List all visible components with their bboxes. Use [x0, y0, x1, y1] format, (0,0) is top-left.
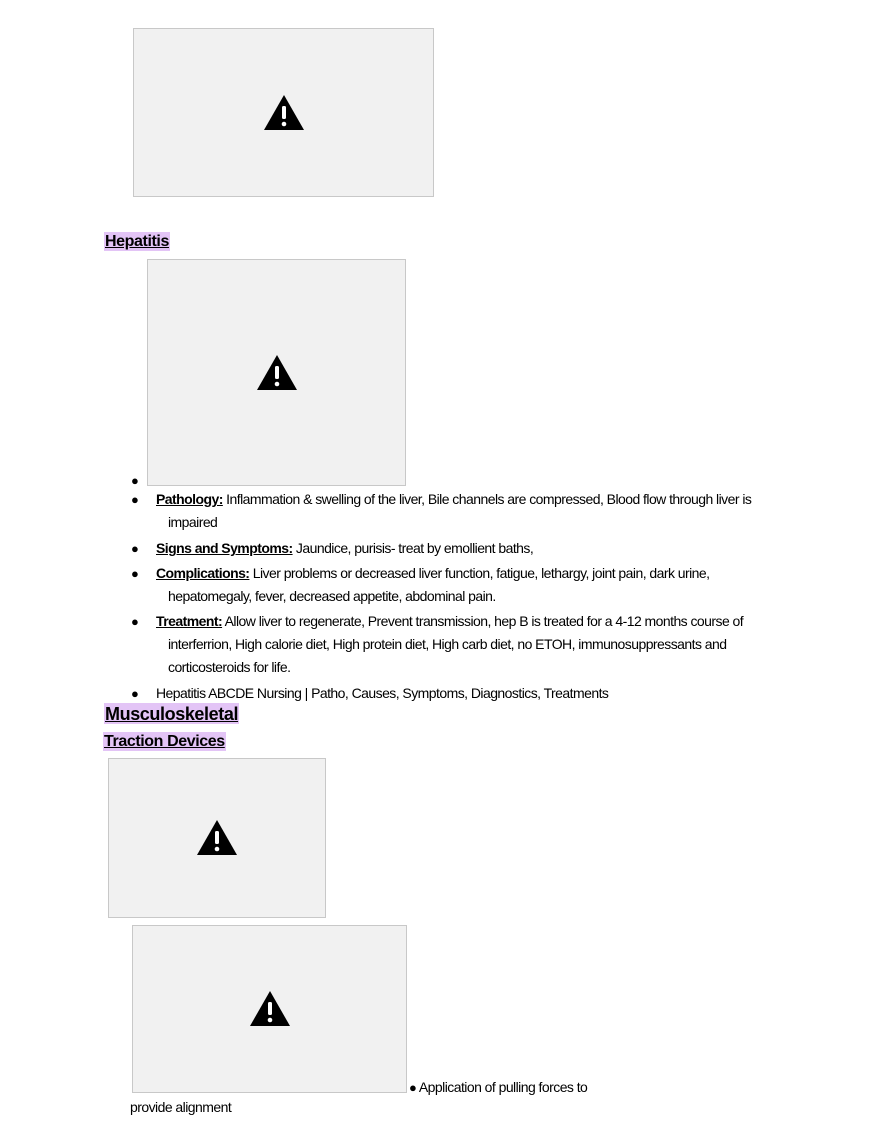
- label-signs-symptoms: Signs and Symptoms:: [156, 540, 293, 556]
- broken-image-traction-2: [132, 925, 407, 1093]
- hepatitis-bullet-list: [131, 488, 771, 705]
- list-item-hepatitis-link[interactable]: ● Hepatitis ABCDE Nursing | Patho, Causes, Symptoms, Diagnostics, Treatments: [131, 682, 771, 705]
- warning-icon: [263, 94, 305, 132]
- text-complications-line1: Liver problems or decreased liver function, fatigue, lethargy, joint pain, dark urine,: [249, 565, 710, 581]
- text-pathology-rest: impaired: [168, 514, 218, 530]
- traction-bullet-text: Application of pulling forces to: [418, 1079, 588, 1095]
- heading-hepatitis: Hepatitis: [105, 233, 169, 250]
- heading-musculoskeletal: Musculoskeletal: [105, 704, 239, 724]
- text-signs-symptoms: Jaundice, purisis- treat by emollient baths,: [292, 540, 534, 556]
- list-item-pathology: ● Pathology: Inflammation & swelling of the liver, Bile channels are compressed, Blood flow through liver is impaired: [131, 488, 771, 534]
- list-item-signs-symptoms: ● Signs and Symptoms: Jaundice, purisis- treat by emollient baths,: [131, 540, 534, 556]
- broken-image-top: [133, 28, 434, 197]
- bullet-dot-empty: ●: [131, 473, 139, 488]
- broken-image-traction-1: [108, 758, 326, 918]
- text-treatment-rest: interferrion, High calorie diet, High protein diet, High carb diet, no ETOH, immunosuppressants and corticosteroids for life.: [168, 636, 727, 675]
- warning-icon: [256, 354, 298, 392]
- hepatitis-reference-link[interactable]: Hepatitis ABCDE Nursing | Patho, Causes, Symptoms, Diagnostics, Treatments: [156, 685, 609, 701]
- bullet-dot: ●: [409, 1080, 417, 1095]
- label-treatment: Treatment:: [156, 613, 223, 629]
- broken-image-hepatitis: [147, 259, 406, 486]
- text-complications-rest: hepatomegaly, fever, decreased appetite, abdominal pain.: [168, 588, 496, 604]
- heading-traction-devices: Traction Devices: [104, 733, 225, 750]
- text-pathology-line1: Inflammation & swelling of the liver, Bile channels are compressed, Blood flow through liver is: [222, 491, 752, 507]
- list-item-complications: ● Complications: Liver problems or decreased liver function, fatigue, lethargy, joint pain, dark urine, hepatomegaly, fever, decreased appetite, abdominal pain.: [131, 562, 771, 608]
- label-complications: Complications:: [156, 565, 250, 581]
- text-treatment-line1: Allow liver to regenerate, Prevent transmission, hep B is treated for a 4-12 months course of: [222, 613, 744, 629]
- traction-bullet-continuation: provide alignment: [130, 1099, 232, 1115]
- warning-icon: [249, 990, 291, 1028]
- traction-bullet: [409, 1077, 587, 1098]
- label-pathology: Pathology:: [156, 491, 223, 507]
- warning-icon: [196, 819, 238, 857]
- list-item-treatment: ● Treatment: Allow liver to regenerate, Prevent transmission, hep B is treated for a 4-12 months course of interferrion, High calorie diet, High protein diet, High carb diet, no ETOH, immunosuppressants and corticosteroids for life.: [131, 610, 771, 679]
